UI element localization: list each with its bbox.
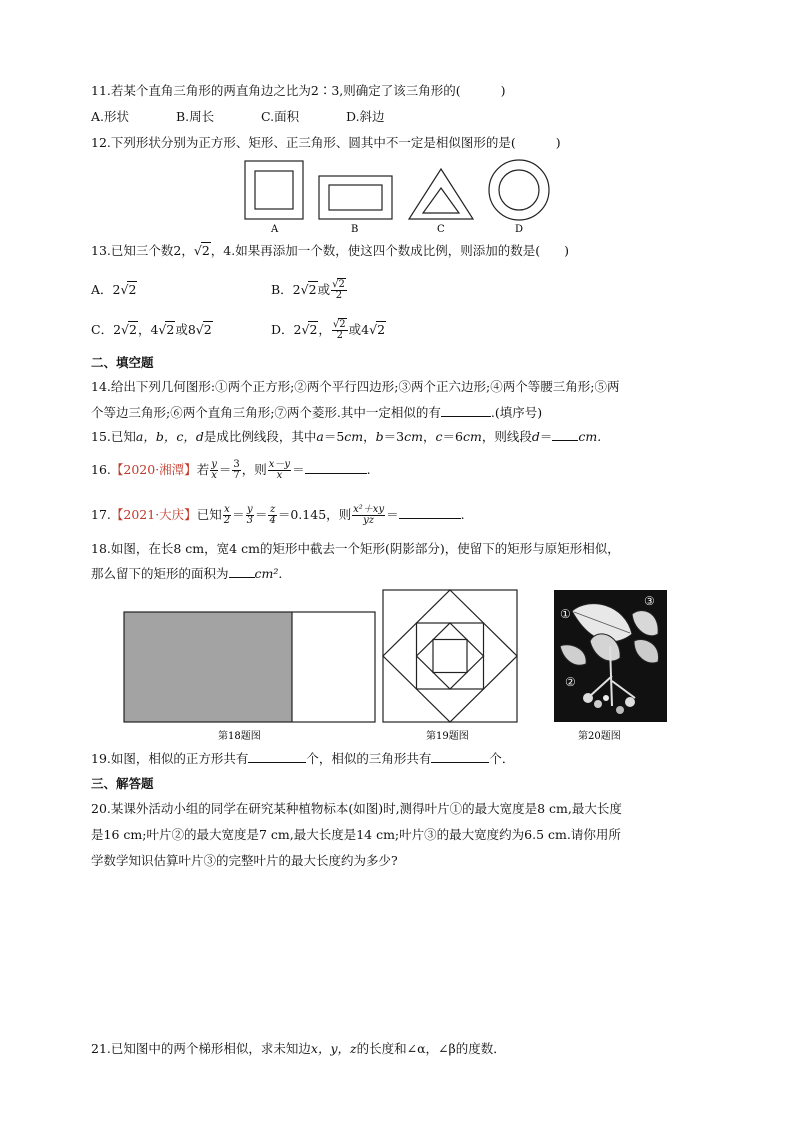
section-solve-title: 三、解答题 — [91, 776, 154, 791]
fig20-plant-specimen — [554, 590, 667, 722]
q13-option-c: C．2√2，4√2或8√2 — [91, 322, 212, 337]
q18-line1: 18.如图，在长8 cm，宽4 cm的矩形中截去一个矩形(阴影部分)，使留下的矩形与原矩形相似， — [91, 541, 620, 556]
square-shape-outer — [245, 161, 303, 219]
q15-text: 15.已知a，b，c，d是成比例线段，其中a＝5cm，b＝3cm，c＝6cm，则线段d＝ cm. — [91, 429, 602, 444]
q12-figures — [240, 158, 560, 236]
q13-option-a: A．2√2 — [91, 282, 137, 297]
q13-options-cd — [91, 310, 386, 350]
q19-text: 19.如图，相似的正方形共有 个，相似的三角形共有 个． — [91, 751, 515, 766]
rectangle-shape-outer — [319, 176, 392, 219]
q12-stem: 12.下列形状分别为正方形、矩形、正三角形、圆其中不一定是相似图形的是( ) — [91, 135, 561, 150]
rectangle-shape-inner — [329, 185, 382, 210]
q11-option-a: A.形状 — [91, 109, 130, 124]
fig20-label-3: ③ — [644, 594, 655, 608]
q16-text: 16.【2020·湘潭】若 $\frac{y}{x}$ ＝ $\frac{3}{7}$ ，则 $\frac{x-y}{x}$ ＝ . — [91, 459, 371, 481]
q11-stem: 11.若某个直角三角形的两直角边之比为2∶3,则确定了该三角形的( ) — [91, 83, 506, 98]
q19-square-count-blank[interactable] — [248, 750, 306, 763]
q14-line2: 个等边三角形;⑥两个直角三角形;⑦两个菱形.其中一定相似的有 .(填序号) — [91, 405, 543, 420]
q15-answer-blank[interactable] — [552, 428, 578, 441]
q20-line2: 是16 cm;叶片②的最大宽度是7 cm,最大长度是14 cm;叶片③的最大宽度约为6.5 cm.请你用所 — [91, 827, 621, 842]
q11-options — [91, 108, 385, 126]
q14-answer-blank[interactable] — [441, 404, 491, 417]
fig19-caption: 第19题图 — [426, 731, 469, 742]
section-fill-blank-title: 二、填空题 — [91, 355, 154, 370]
q17-text: 17.【2021·大庆】已知 $\frac{x}{2}$ ＝ $\frac{y}{3}$ ＝ $\frac{z}{4}$ ＝0.145，则 $\frac{\text{x²＋xy}}{yz}$ ＝ . — [91, 504, 465, 526]
q21-text: 21.已知图中的两个梯形相似，求未知边x，y，z的长度和∠α，∠β的度数． — [91, 1041, 506, 1056]
q13-stem: 13.已知三个数2，√2，4.如果再添加一个数，使这四个数成比例，则添加的数是( ) — [91, 243, 569, 258]
q17-source-tag: 【2021·大庆】 — [110, 507, 197, 522]
fig18-caption: 第18题图 — [218, 731, 261, 742]
q11-option-c: C.面积 — [261, 109, 300, 124]
figures-row — [120, 586, 680, 746]
q19-triangle-count-blank[interactable] — [431, 750, 489, 763]
q13-option-d: D．2√2， $\frac{√2}{2}$ 或4√2 — [271, 319, 386, 341]
fig18-shaded-rectangle — [124, 612, 292, 722]
q17-answer-blank[interactable] — [399, 506, 461, 519]
fig20-label-2: ② — [565, 675, 576, 689]
fig20-label-1: ① — [560, 607, 571, 621]
q13-options-ab — [91, 270, 348, 310]
fig19-nested-squares — [383, 590, 517, 722]
square-shape-inner — [255, 171, 293, 209]
figure-label-d: D — [515, 224, 524, 235]
q18-answer-blank[interactable] — [229, 565, 255, 578]
triangle-shape-inner — [423, 188, 459, 213]
q20-line1: 20.某课外活动小组的同学在研究某种植物标本(如图)时,测得叶片①的最大宽度是8 cm,最大长度 — [91, 801, 622, 816]
fig20-caption: 第20题图 — [578, 731, 621, 742]
triangle-shape-outer — [409, 169, 473, 219]
figure-label-c: C — [437, 224, 445, 235]
q16-answer-blank[interactable] — [305, 461, 367, 474]
circle-shape-outer — [489, 160, 549, 220]
q11-option-b: B.周长 — [176, 109, 215, 124]
q16-source-tag: 【2020·湘潭】 — [110, 462, 197, 477]
q14-line1: 14.给出下列几何图形:①两个正方形;②两个平行四边形;③两个正六边形;④两个等腰三角形;⑤两 — [91, 379, 620, 394]
q20-line3: 学数学知识估算叶片③的完整叶片的最大长度约为多少? — [91, 853, 398, 868]
q11-option-d: D.斜边 — [346, 109, 385, 124]
figure-label-b: B — [351, 224, 359, 235]
circle-shape-inner — [499, 170, 539, 210]
q18-line2: 那么留下的矩形的面积为 cm². — [91, 566, 283, 581]
figure-label-a: A — [271, 224, 279, 235]
q13-option-b: B．2√2或 $\frac{√2}{2}$ — [271, 279, 345, 301]
